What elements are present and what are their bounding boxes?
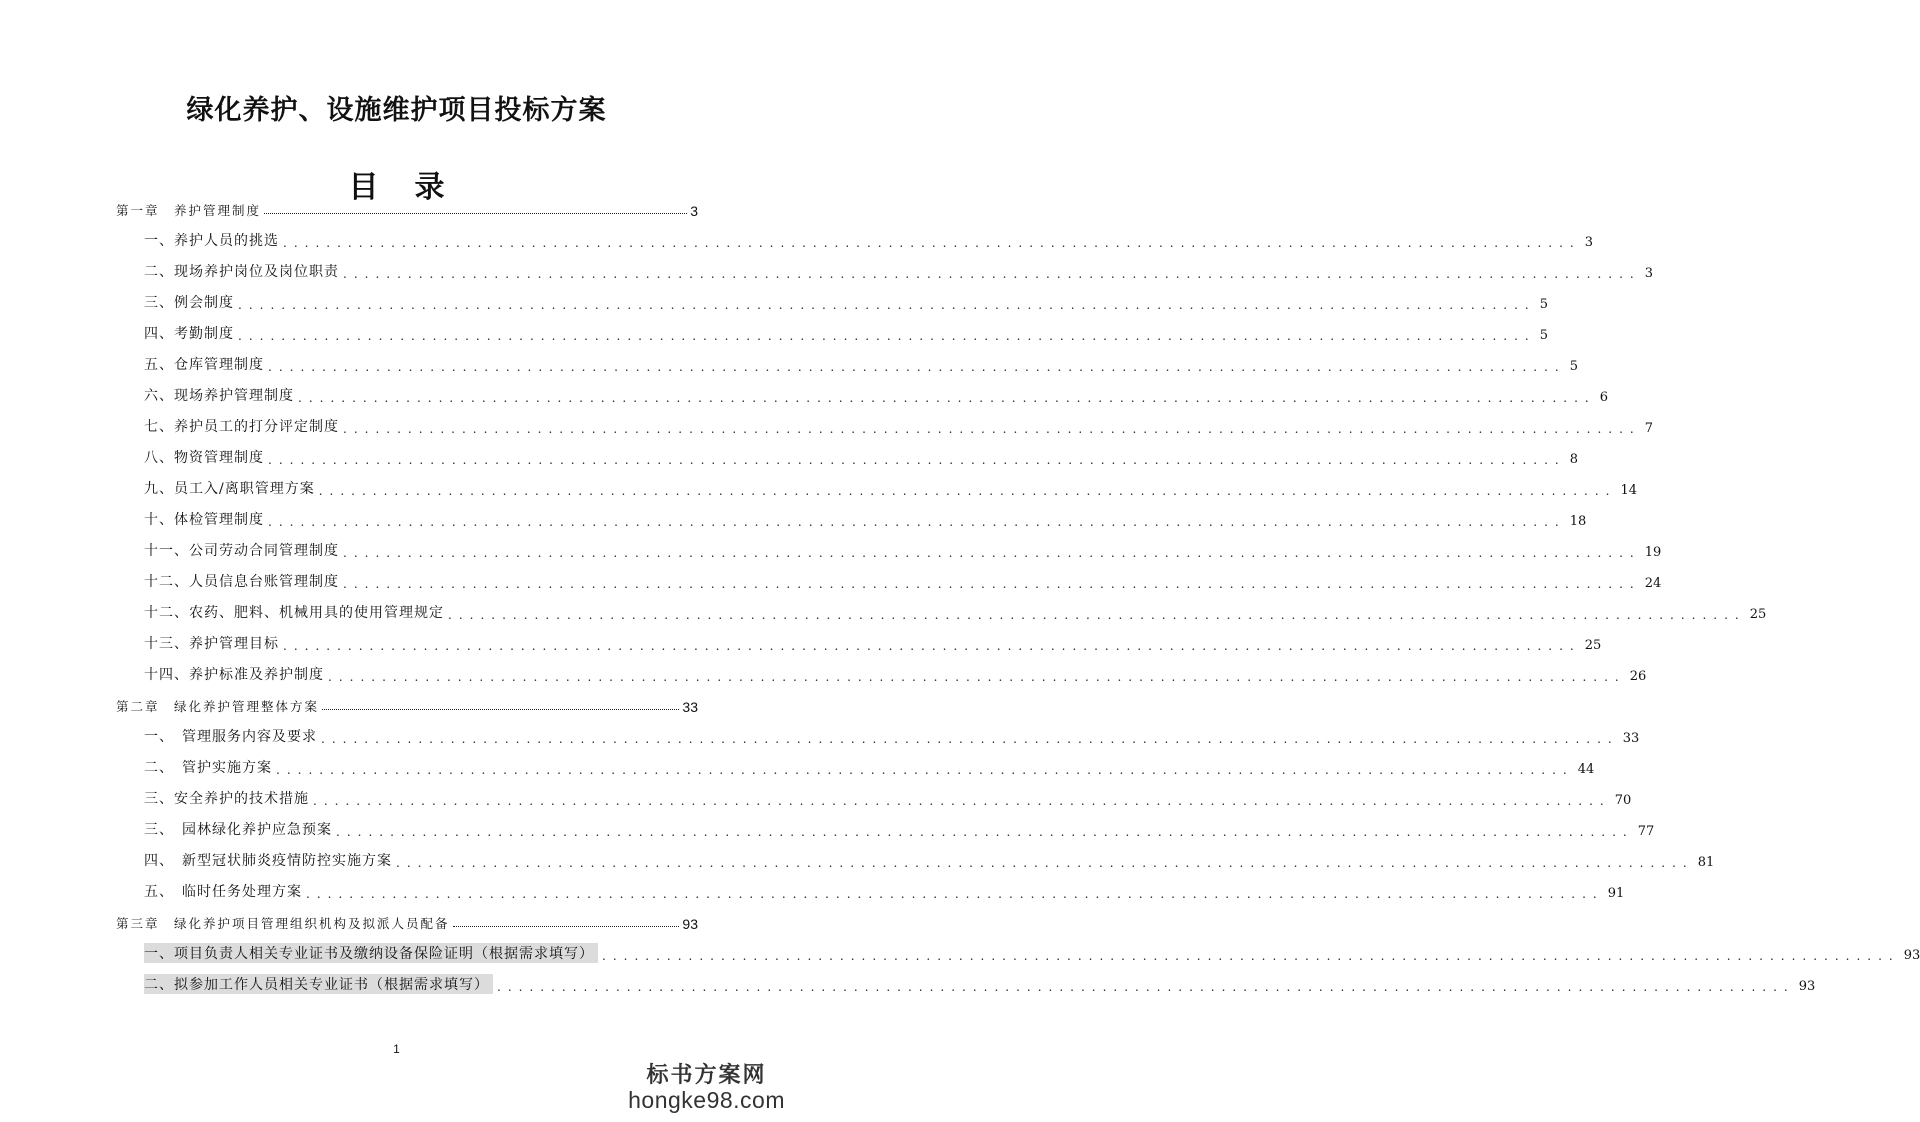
toc-chapter-row[interactable] (116, 910, 698, 932)
toc-heading-left: 目 (348, 170, 379, 205)
toc-leader-dots: ........................................................................................................................ (283, 236, 1581, 250)
toc-leader-dots (322, 709, 679, 710)
toc-page-number: 33 (682, 699, 698, 715)
toc-page-number: 81 (1697, 855, 1715, 870)
toc-leader-dots: ........................................................................................................................ (336, 825, 1634, 839)
toc-section-row[interactable] (144, 321, 1549, 343)
toc-heading-right: 录 (414, 170, 445, 205)
toc-page-number: 44 (1577, 762, 1595, 777)
toc-page-number: 8 (1569, 452, 1579, 467)
toc-section-row[interactable] (144, 662, 1647, 684)
toc-page-number: 26 (1629, 669, 1647, 684)
toc-page-number: 3 (690, 203, 698, 219)
toc-section-row[interactable] (144, 476, 1637, 498)
toc-entry-label: 十二、农药、肥料、机械用具的使用管理规定 (144, 605, 444, 621)
toc-entry-label: 五、仓库管理制度 (144, 357, 264, 373)
toc-section-row[interactable] (144, 259, 1654, 281)
toc-section-row[interactable] (144, 724, 1640, 746)
toc-entry-label: 一、养护人员的挑选 (144, 233, 279, 249)
toc-section-row[interactable] (144, 755, 1595, 777)
toc-section-row[interactable] (144, 569, 1662, 591)
watermark-domain: hongke98.com (628, 1087, 785, 1113)
toc-page-number: 18 (1569, 514, 1587, 529)
toc-page-number: 77 (1637, 824, 1655, 839)
toc-leader-dots: ........................................................................................................................ (238, 298, 1536, 312)
toc-entry-label: 十三、养护管理目标 (144, 636, 279, 652)
toc-leader-dots: ........................................................................................................................ (602, 949, 1900, 963)
toc-section-row[interactable] (144, 972, 1816, 994)
toc-chapter-row[interactable] (116, 197, 698, 219)
toc-entry-label: 二、 管护实施方案 (144, 760, 272, 776)
toc-chapter-row[interactable] (116, 693, 698, 715)
toc-section-row[interactable] (144, 352, 1579, 374)
toc-entry-label: 一、项目负责人相关专业证书及缴纳设备保险证明（根据需求填写） (144, 943, 598, 963)
toc-page-number: 93 (1798, 979, 1816, 994)
toc-leader-dots: ........................................................................................................................ (238, 329, 1536, 343)
toc-leader-dots: ........................................................................................................................ (343, 267, 1641, 281)
toc-page-number: 93 (682, 916, 698, 932)
toc-entry-label: 十一、公司劳动合同管理制度 (144, 543, 339, 559)
toc-entry-label: 二、现场养护岗位及岗位职责 (144, 264, 339, 280)
toc-page-number: 25 (1749, 607, 1767, 622)
toc-leader-dots: ........................................................................................................................ (497, 980, 1795, 994)
toc-page-number: 5 (1539, 297, 1549, 312)
watermark (628, 1058, 785, 1114)
toc-section-row[interactable] (144, 600, 1767, 622)
toc-leader-dots (453, 926, 680, 927)
toc-entry-label: 四、考勤制度 (144, 326, 234, 342)
toc-entry-label: 二、拟参加工作人员相关专业证书（根据需求填写） (144, 974, 493, 994)
toc-section-row[interactable] (144, 817, 1655, 839)
toc-entry-label: 五、 临时任务处理方案 (144, 884, 302, 900)
document-title: 绿化养护、设施维护项目投标方案 (186, 95, 607, 126)
toc-page-number: 5 (1569, 359, 1579, 374)
toc-leader-dots: ........................................................................................................................ (268, 515, 1566, 529)
toc-leader-dots: ........................................................................................................................ (343, 422, 1641, 436)
watermark-brand: 标书方案网 (646, 1062, 767, 1088)
toc-leader-dots: ........................................................................................................................ (343, 546, 1641, 560)
toc-page-number: 14 (1620, 483, 1637, 498)
toc-entry-label: 三、 园林绿化养护应急预案 (144, 822, 332, 838)
toc-entry-label: 第一章 养护管理制度 (116, 203, 262, 218)
toc-section-row[interactable] (144, 290, 1549, 312)
toc-leader-dots: ........................................................................................................................ (276, 763, 1574, 777)
toc-leader-dots: ........................................................................................................................ (313, 794, 1611, 808)
toc-section-row[interactable] (144, 228, 1594, 250)
toc-leader-dots (264, 213, 687, 214)
toc-entry-label: 一、 管理服务内容及要求 (144, 729, 317, 745)
toc-entry-label: 三、例会制度 (144, 295, 234, 311)
toc-page-number: 91 (1607, 886, 1625, 901)
toc-section-row[interactable] (144, 631, 1602, 653)
toc-section-row[interactable] (144, 414, 1654, 436)
toc-entry-label: 第二章 绿化养护管理整体方案 (116, 699, 320, 714)
toc-leader-dots: ........................................................................................................................ (448, 608, 1746, 622)
toc-entry-label: 十四、养护标准及养护制度 (144, 667, 324, 683)
toc-section-row[interactable] (144, 383, 1609, 405)
toc-leader-dots: ........................................................................................................................ (343, 577, 1641, 591)
toc-section-row[interactable] (144, 445, 1579, 467)
toc-page-number: 5 (1539, 328, 1549, 343)
toc-page-number: 3 (1584, 235, 1594, 250)
toc-leader-dots: ........................................................................................................................ (306, 887, 1604, 901)
toc-leader-dots: ........................................................................................................................ (268, 453, 1566, 467)
toc-leader-dots: ........................................................................................................................ (321, 732, 1619, 746)
toc-entry-label: 六、现场养护管理制度 (144, 388, 294, 404)
toc-leader-dots: ........................................................................................................................ (298, 391, 1596, 405)
page-number: 1 (393, 1042, 400, 1056)
toc-entry-label: 十二、人员信息台账管理制度 (144, 574, 339, 590)
toc-entry-label: 八、物资管理制度 (144, 450, 264, 466)
toc-section-row[interactable] (144, 941, 1920, 963)
toc-section-row[interactable] (144, 538, 1662, 560)
toc-leader-dots: ........................................................................................................................ (396, 856, 1694, 870)
toc-page-number: 24 (1644, 576, 1662, 591)
toc-page-number: 93 (1903, 948, 1920, 963)
toc-page-number: 3 (1644, 266, 1654, 281)
toc-page-number: 33 (1622, 731, 1640, 746)
toc-entry-label: 十、体检管理制度 (144, 512, 264, 528)
toc-entry-label: 七、养护员工的打分评定制度 (144, 419, 339, 435)
toc-page-number: 25 (1584, 638, 1602, 653)
toc-leader-dots: ........................................................................................................................ (268, 360, 1566, 374)
toc-section-row[interactable] (144, 879, 1625, 901)
toc-page-number: 6 (1599, 390, 1609, 405)
toc-entry-label: 四、 新型冠状肺炎疫情防控实施方案 (144, 853, 392, 869)
toc-leader-dots: ........................................................................................................................ (283, 639, 1581, 653)
toc-page-number: 70 (1614, 793, 1632, 808)
toc-section-row[interactable] (144, 507, 1587, 529)
toc-entry-label: 九、员工入/离职管理方案 (144, 481, 315, 497)
toc-section-row[interactable] (144, 786, 1632, 808)
toc-leader-dots: ........................................................................................................................ (318, 484, 1617, 498)
toc-leader-dots: ........................................................................................................................ (328, 670, 1626, 684)
toc-page-number: 7 (1644, 421, 1654, 436)
toc-page-number: 19 (1644, 545, 1662, 560)
toc-section-row[interactable] (144, 848, 1715, 870)
toc-entry-label: 第三章 绿化养护项目管理组织机构及拟派人员配备 (116, 916, 450, 931)
toc-entry-label: 三、安全养护的技术措施 (144, 791, 309, 807)
